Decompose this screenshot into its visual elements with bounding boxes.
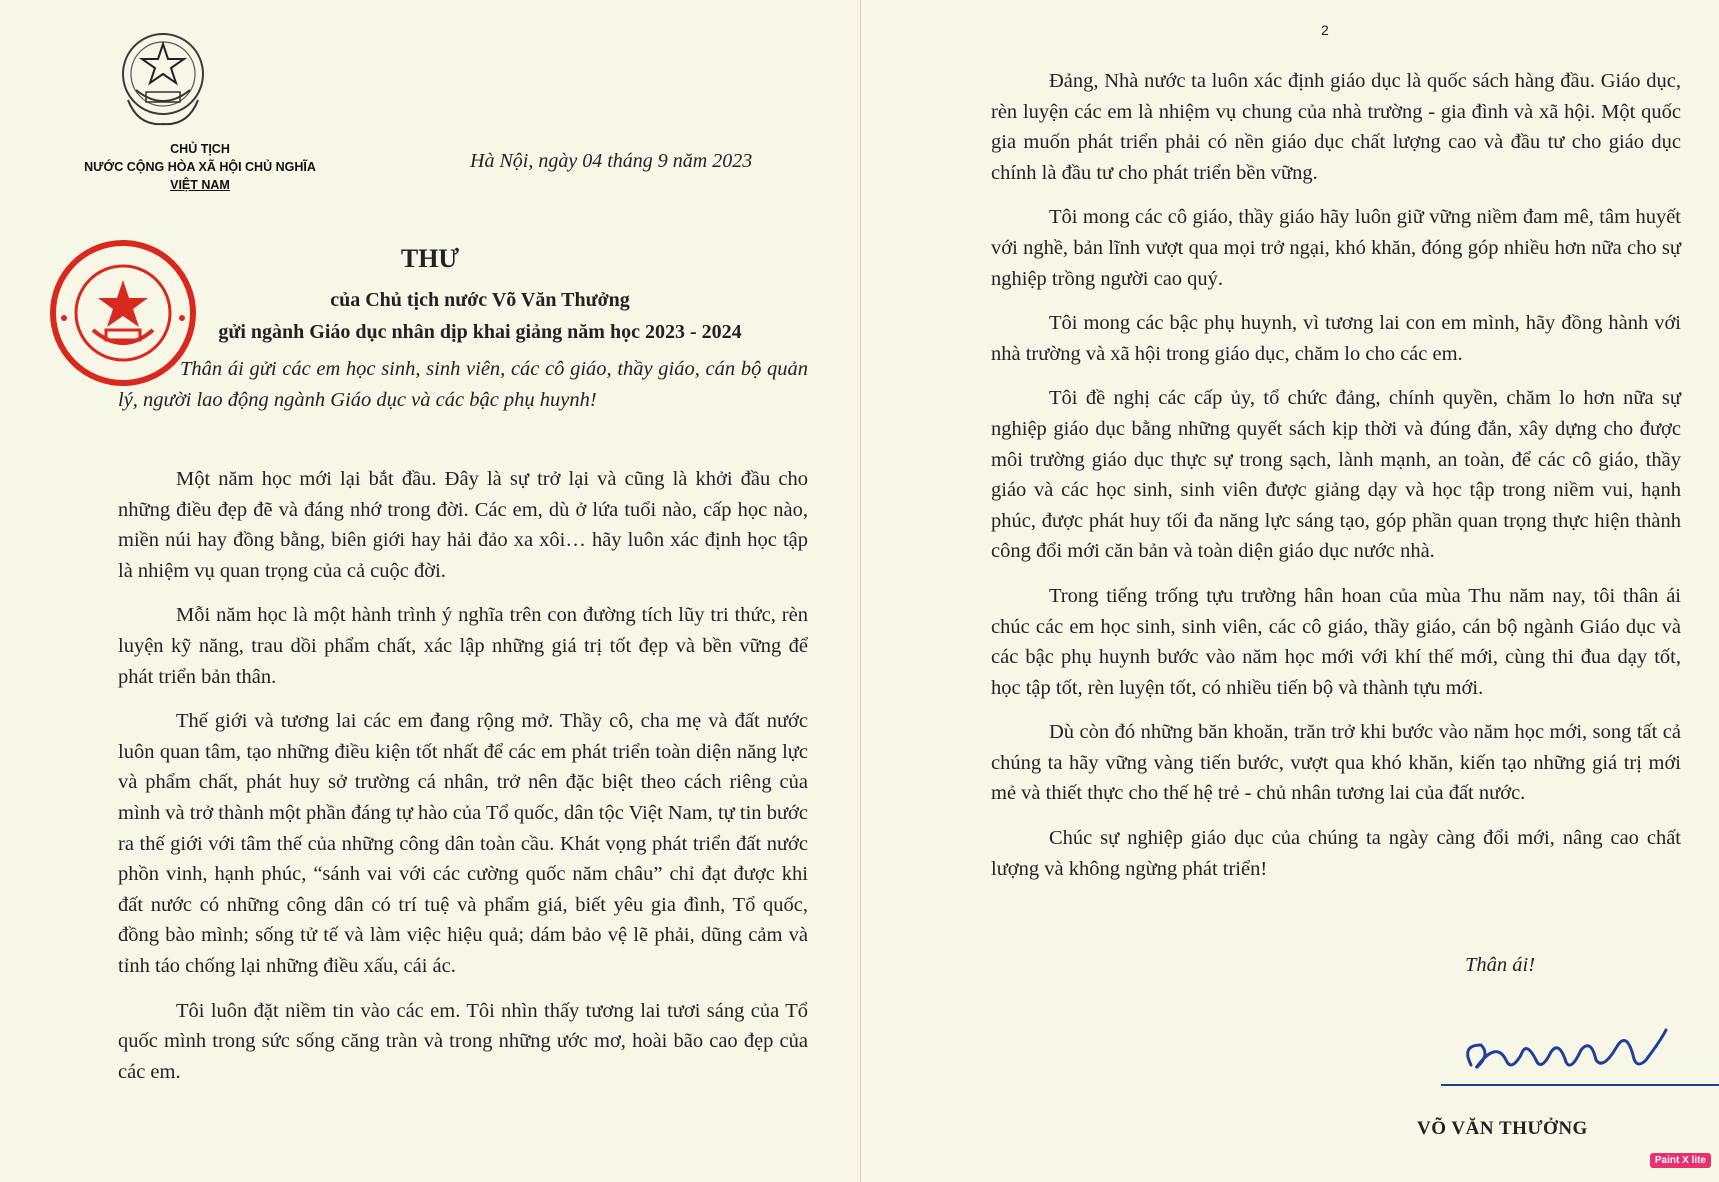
paragraph: Tôi luôn đặt niềm tin vào các em. Tôi nhìn thấy tương lai tươi sáng của Tổ quốc mình trong sức sống căng tràn và trong những ước mơ, hoài bão cao đẹp của các em. [118, 999, 808, 1083]
paragraph: Tôi mong các bậc phụ huynh, vì tương lai con em mình, hãy đồng hành với nhà trường và xã hội trong giáo dục, chăm lo cho các em. [991, 312, 1681, 365]
letter-body-page-2 [991, 66, 1681, 898]
letter-page-2 [861, 0, 1719, 1182]
subtitle-line-2: gửi ngành Giáo dục nhân dịp khai giảng năm học 2023 - 2024 [218, 321, 742, 343]
org-line-2: NƯỚC CỘNG HÒA XÃ HỘI CHỦ NGHĨA [84, 160, 316, 174]
org-line-3: VIỆT NAM [170, 178, 230, 192]
closing-salutation: Thân ái! [1465, 954, 1536, 976]
handwritten-signature [1421, 1010, 1719, 1110]
org-line-1: CHỦ TỊCH [170, 142, 230, 156]
paragraph: Một năm học mới lại bắt đầu. Đây là sự trở lại và cũng là khởi đầu cho những điều đẹp đẽ và đáng nhớ trong đời. Các em, dù ở lứa tuổi nào, cấp học nào, miền núi hay đồng bằng, biên giới hay hải đảo xa xôi… hãy luôn xác định học tập là nhiệm vụ quan trọng của cả cuộc đời. [118, 468, 808, 582]
paragraph: Đảng, Nhà nước ta luôn xác định giáo dục là quốc sách hàng đầu. Giáo dục, rèn luyện các em là nhiệm vụ chung của nhà trường - gia đình và xã hội. Một quốc gia muốn phát triển phải có nền giáo dục chất lượng cao và đầu tư cho giáo dục chính là đầu tư cho phát triển bền vững. [991, 70, 1681, 184]
paragraph: Thế giới và tương lai các em đang rộng mở. Thầy cô, cha mẹ và đất nước luôn quan tâm, tạo những điều kiện tốt nhất để các em phát triển toàn diện năng lực và phẩm chất, phát huy sở trường cá nhân, trở nên đặc biệt theo cách riêng của mình và trở thành một phần đáng tự hào của Tổ quốc, dân tộc Việt Nam, tự tin bước ra thế giới với tâm thế của những công dân toàn cầu. Khát vọng phát triển đất nước phồn vinh, hạnh phúc, “sánh vai với các cường quốc năm châu” chỉ đạt được khi đất nước có những công dân có trí tuệ và phẩm giá, biết yêu gia đình, Tổ quốc, đồng bào mình; sống tử tế và làm việc hiệu quả; dám bảo vệ lẽ phải, dũng cảm và tỉnh táo chống lại những điều xấu, cái ác. [118, 710, 808, 977]
paragraph: Mỗi năm học là một hành trình ý nghĩa trên con đường tích lũy tri thức, rèn luyện kỹ năng, trau dồi phẩm chất, xác lập những giá trị tốt đẹp và bền vững để phát triển bản thân. [118, 604, 808, 688]
letter-subtitle [180, 284, 780, 348]
app-watermark: Paint X lite [1650, 1153, 1711, 1168]
page-number: 2 [1321, 22, 1329, 38]
subtitle-line-1: của Chủ tịch nước Võ Văn Thưởng [330, 289, 630, 311]
national-emblem-icon [118, 30, 208, 130]
paragraph: Tôi đề nghị các cấp ủy, tổ chức đảng, chính quyền, chăm lo hơn nữa sự nghiệp giáo dục bằng những quyết sách kịp thời và đúng đắn, xây dựng cho được môi trường giáo dục thực sự trong sạch, lành mạnh, an toàn, để các cô giáo, thầy giáo và các học sinh, sinh viên được giảng dạy và học tập trong niềm vui, hạnh phúc, được phát huy tối đa năng lực sáng tạo, góp phần quan trọng thực hiện thành công đổi mới căn bản và toàn diện giáo dục nước nhà. [991, 387, 1681, 563]
issuing-organization [40, 140, 360, 194]
paragraph: Trong tiếng trống tựu trường hân hoan của mùa Thu năm nay, tôi thân ái chúc các em học sinh, sinh viên, các cô giáo, thầy giáo, cán bộ ngành Giáo dục và các bậc phụ huynh bước vào năm học mới với khí thế mới, cùng thi đua dạy tốt, học tập tốt, rèn luyện tốt, có nhiều tiến bộ và thành tựu mới. [991, 584, 1681, 699]
paragraph: Chúc sự nghiệp giáo dục của chúng ta ngày càng đổi mới, nâng cao chất lượng và không ngừng phát triển! [991, 827, 1681, 880]
greeting: Thân ái gửi các em học sinh, sinh viên, các cô giáo, thầy giáo, cán bộ quản lý, người lao động ngành Giáo dục và các bậc phụ huynh! [118, 358, 808, 411]
letter-title: THƯ [400, 244, 460, 273]
signer-name: VÕ VĂN THƯỞNG [1417, 1118, 1588, 1139]
letter-body-page-1 [118, 464, 808, 1101]
paragraph: Dù còn đó những băn khoăn, trăn trở khi bước vào năm học mới, song tất cả chúng ta hãy vững vàng tiến bước, vượt qua khó khăn, kiến tạo những giá trị mới mẻ và thiết thực cho thế hệ trẻ - chủ nhân tương lai của đất nước. [991, 721, 1681, 805]
date-line: Hà Nội, ngày 04 tháng 9 năm 2023 [470, 150, 753, 172]
paragraph: Tôi mong các cô giáo, thầy giáo hãy luôn giữ vững niềm đam mê, tâm huyết với nghề, bản lĩnh vượt qua mọi trở ngại, khó khăn, đóng góp nhiều hơn nữa cho sự nghiệp trồng người cao quý. [991, 206, 1681, 290]
